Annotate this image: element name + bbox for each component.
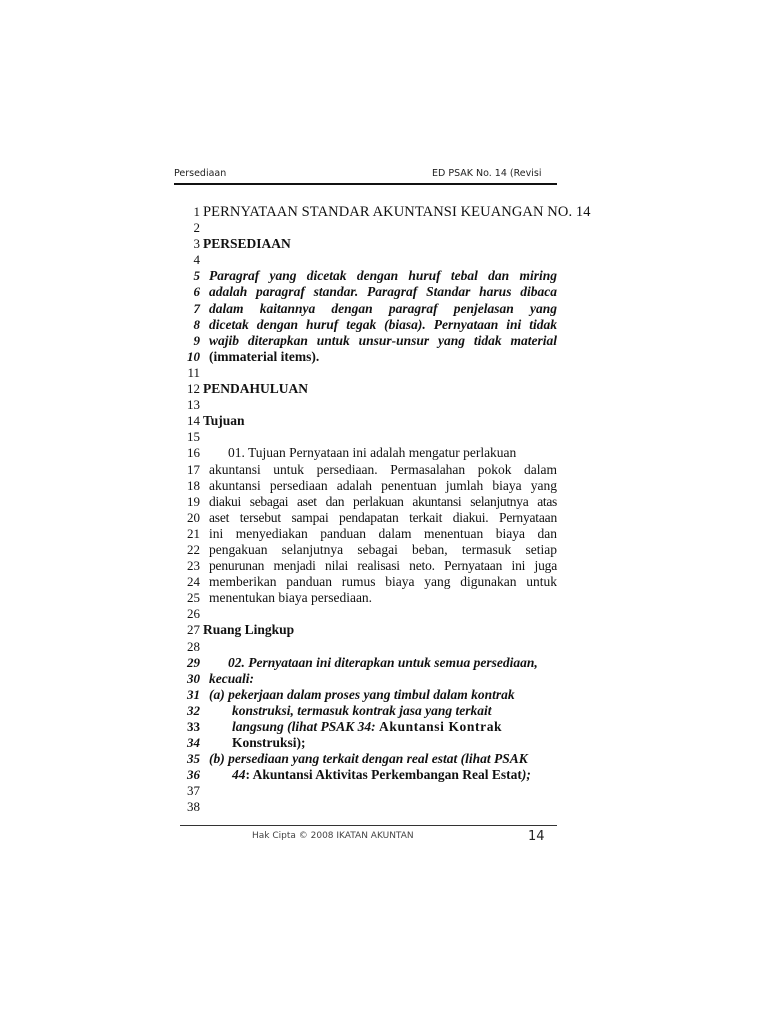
reference-text: langsung (lihat PSAK 34: [232,719,376,734]
header-rule [174,183,557,185]
line-number: 37 [187,783,200,799]
line-36 [178,767,568,783]
paragraph-text: diakui sebagai aset dan perlakuan akuntansi selanjutnya atas [209,493,557,509]
line-number: 25 [187,590,200,606]
standard-paragraph-text: (immaterial items). [209,348,320,364]
line-number: 10 [187,348,200,364]
line-33 [178,719,568,735]
line-number: 5 [193,268,200,284]
line-number: 1 [193,204,200,219]
line-25 [178,590,568,606]
line-number: 35 [187,751,200,767]
line-15 [178,429,568,445]
line-number: 19 [187,493,200,509]
standard-paragraph-text: Paragraf yang dicetak dengan huruf tebal dan miring [209,268,557,284]
line-2 [178,220,568,236]
line-number: 21 [187,525,200,541]
line-number: 22 [187,541,200,557]
line-4 [178,252,568,268]
line-number: 4 [193,252,200,268]
line-number: 31 [187,686,200,702]
line-number: 32 [187,702,200,718]
line-8 [178,317,568,333]
line-17 [178,462,568,478]
line-number: 24 [187,574,200,590]
line-28 [178,639,568,655]
line-number: 12 [187,381,200,397]
line-number: 6 [193,284,200,300]
line-number: 20 [187,509,200,525]
line-38 [178,799,568,815]
line-number: 18 [187,477,200,493]
paragraph-text: aset tersebut sampai pendapatan terkait diakui. Pernyataan [209,509,557,525]
line-number: 23 [187,558,200,574]
line-number: 29 [187,654,200,670]
section-heading-pendahuluan: PENDAHULUAN [203,381,309,397]
page-number: 14 [528,829,545,844]
header-left: Persediaan [174,168,227,179]
line-12 [178,381,568,397]
line-35 [178,751,568,767]
paragraph-text: 01. Tujuan Pernyataan ini adalah mengatur perlakuan [228,445,517,461]
numbered-text-body [178,204,591,816]
line-26 [178,606,568,622]
line-3 [178,236,568,252]
standard-paragraph-text: (b) persediaan yang terkait dengan real estat (lihat PSAK [209,751,528,767]
line-10 [178,349,568,365]
line-37 [178,783,568,799]
line-number: 9 [193,332,200,348]
standard-paragraph-text: dicetak dengan huruf tegak (biasa). Pernyataan ini tidak [209,316,557,332]
paragraph-text: memberikan panduan rumus biaya yang digunakan untuk [209,574,557,590]
line-31 [178,687,568,703]
document-title: PERNYATAAN STANDAR AKUNTANSI KEUANGAN NO. 14 [203,204,591,220]
line-number: 15 [187,429,200,445]
line-29 [178,655,568,671]
paragraph-text: pengakuan selanjutnya sebagai beban, termasuk setiap [209,541,557,557]
standard-paragraph-text [232,719,502,735]
line-number: 14 [187,413,200,429]
footer-rule [180,825,557,826]
line-number: 17 [187,461,200,477]
running-header [174,166,557,184]
line-number: 34 [187,735,200,751]
header-right: ED PSAK No. 14 (Revisi [432,168,542,179]
reference-number: 44 [232,767,246,783]
line-32 [178,703,568,719]
line-number: 8 [193,316,200,332]
line-6 [178,284,568,300]
line-18 [178,478,568,494]
standard-paragraph-text: kecuali: [209,670,254,686]
subheading-ruang-lingkup: Ruang Lingkup [203,622,295,638]
standard-paragraph-text: dalam kaitannya dengan paragraf penjelasan yang [209,300,557,316]
reference-close: ); [521,767,531,783]
reference-title: : Akuntansi Aktivitas Perkembangan Real Estat [245,767,522,783]
line-number: 28 [187,638,200,654]
line-number: 38 [187,799,200,815]
line-11 [178,365,568,381]
standard-paragraph-text [232,767,531,783]
line-number: 7 [193,300,200,316]
line-13 [178,397,568,413]
line-21 [178,526,568,542]
line-number: 3 [193,236,200,252]
line-9 [178,333,568,349]
standard-paragraph-text: adalah paragraf standar. Paragraf Standar harus dibaca [209,284,557,300]
paragraph-text: akuntansi untuk persediaan. Permasalahan pokok dalam [209,461,557,477]
line-number: 33 [187,719,200,734]
line-number: 36 [187,767,200,783]
line-34 [178,735,568,751]
line-number: 26 [187,606,200,622]
line-20 [178,510,568,526]
standard-paragraph-text: konstruksi, termasuk kontrak jasa yang terkait [232,702,492,718]
line-24 [178,574,568,590]
standard-paragraph-text: wajib diterapkan untuk unsur-unsur yang tidak material [209,332,557,348]
line-number: 16 [187,445,200,461]
line-14 [178,413,568,429]
line-number: 2 [193,220,200,236]
line-number: 13 [187,397,200,413]
line-16 [178,445,568,461]
footer-copyright: Hak Cipta © 2008 IKATAN AKUNTAN [252,831,414,841]
line-30 [178,671,568,687]
standard-paragraph-text: (a) pekerjaan dalam proses yang timbul dalam kontrak [209,686,515,702]
paragraph-text: akuntansi persediaan adalah penentuan jumlah biaya yang [209,477,557,493]
paragraph-text: ini menyediakan panduan dalam menentuan biaya dan [209,525,557,541]
paragraph-text: menentukan biaya persediaan. [209,590,373,606]
line-7 [178,301,568,317]
line-22 [178,542,568,558]
subheading-tujuan: Tujuan [203,413,245,429]
section-heading-persediaan: PERSEDIAAN [203,236,291,252]
standard-paragraph-text: 02. Pernyataan ini diterapkan untuk semua persediaan, [228,654,538,670]
line-5 [178,268,568,284]
line-23 [178,558,568,574]
line-number: 27 [187,622,200,638]
line-1 [178,204,591,220]
line-number: 30 [187,670,200,686]
line-19 [178,494,568,510]
reference-title: Akuntansi Kontrak [379,719,503,734]
paragraph-text: penurunan menjadi nilai realisasi neto. Pernyataan ini juga [209,558,557,574]
standard-paragraph-text: Konstruksi); [232,735,306,751]
line-number: 11 [187,364,200,380]
line-27 [178,622,568,638]
